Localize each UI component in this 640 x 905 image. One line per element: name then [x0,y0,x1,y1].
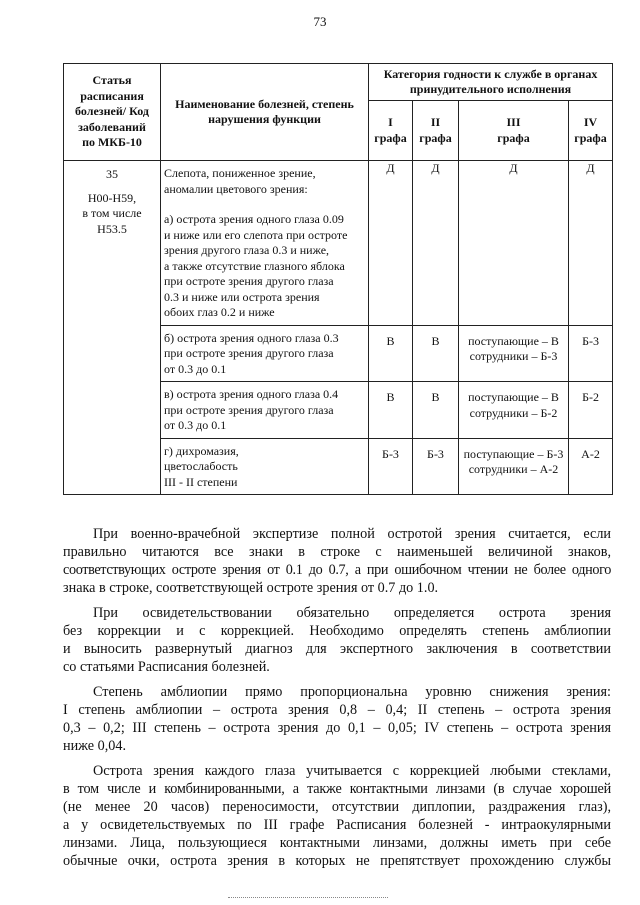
category-2-cell: Д [413,161,459,326]
header-column-3: III графа [459,101,569,161]
article-number: 35 [106,167,118,181]
disease-name-cell: в) острота зрения одного глаза 0.4 при остроте зрения другого глаза от 0.3 до 0.1 [161,382,369,439]
header-article-code: Статья расписания болезней/ Код заболеваний по МКБ-10 [64,64,161,161]
scan-artifact-line [228,897,388,898]
page-number: 73 [313,14,327,29]
paragraph: Острота зрения каждого глаза учитывается с коррекцией любыми стеклами, в том числе и комбинированными, а также контактными линзами (в случае хорошей (не менее 20 часов) переносимости, отсутствии диплопии, раздражения глаз), а у освидетельствуемых по III графе Расписания болезней - интраокулярными линзами. Лица, пользующиеся контактными линзами, должны иметь при себе обычные очки, острота зрения в которых не препятствует прохождению службы [63,763,611,869]
paragraph: Степень амблиопии прямо пропорциональна уровню снижения зрения: I степень амблиопии – острота зрения 0,8 – 0,4; II степень – острота зрения 0,3 – 0,2; III степень – острота зрения до 0,1 – 0,05; IV степень – острота зрения ниже 0,04. [63,684,611,754]
icd-codes: Н00-Н59, в том числе Н53.5 [82,190,142,236]
header-fitness-category: Категория годности к службе в органах принудительного исполнения [369,64,613,101]
disease-name-cell: Слепота, пониженное зрение, аномалии цветового зрения: а) острота зрения одного глаза 0.09 и ниже или его слепота при остроте зрения другого глаза 0.3 и ниже, а также отсутствие глазного яблока при остроте зрения другого глаза 0.3 и ниже или острота зрения обоих глаз 0.2 и ниже [161,161,369,326]
category-4-cell: Б-3 [569,325,613,382]
category-4-cell: А-2 [569,438,613,495]
category-2-cell: Б-3 [413,438,459,495]
category-2-cell: В [413,325,459,382]
category-3-cell: поступающие – Б-3 сотрудники – А-2 [459,438,569,495]
category-3-cell: поступающие – В сотрудники – Б-2 [459,382,569,439]
header-column-1: I графа [369,101,413,161]
table-row [64,161,613,326]
header-column-4: IV графа [569,101,613,161]
category-1-cell: Д [369,161,413,326]
disease-schedule-table [63,63,613,495]
category-1-cell: В [369,325,413,382]
header-disease-name: Наименование болезней, степень нарушения функции [161,64,369,161]
category-4-cell: Д [569,161,613,326]
header-column-2: II графа [413,101,459,161]
category-3-cell: поступающие – В сотрудники – Б-3 [459,325,569,382]
category-1-cell: Б-3 [369,438,413,495]
category-2-cell: В [413,382,459,439]
article-code-cell [64,161,161,495]
category-4-cell: Б-2 [569,382,613,439]
explanatory-text [63,525,611,877]
paragraph: При военно-врачебной экспертизе полной остротой зрения считается, если правильно читаются все знаки в строке с наименьшей величиной знаков, соответствующих остроте зрения от 0.1 до 0.7, а при ошибочном чтении не более одного знака в строке, соответствующей остроте зрения от 0.7 до 1.0. [63,526,611,596]
disease-name-cell: г) дихромазия, цветослабость III - II степени [161,438,369,495]
category-3-cell: Д [459,161,569,326]
disease-name-cell: б) острота зрения одного глаза 0.3 при остроте зрения другого глаза от 0.3 до 0.1 [161,325,369,382]
paragraph: При освидетельствовании обязательно определяется острота зрения без коррекции и с коррекцией. Необходимо определять степень амблиопии и выносить развернутый диагноз для экспертного заключения в соответствии со статьями Расписания болезней. [63,605,611,675]
category-1-cell: В [369,382,413,439]
